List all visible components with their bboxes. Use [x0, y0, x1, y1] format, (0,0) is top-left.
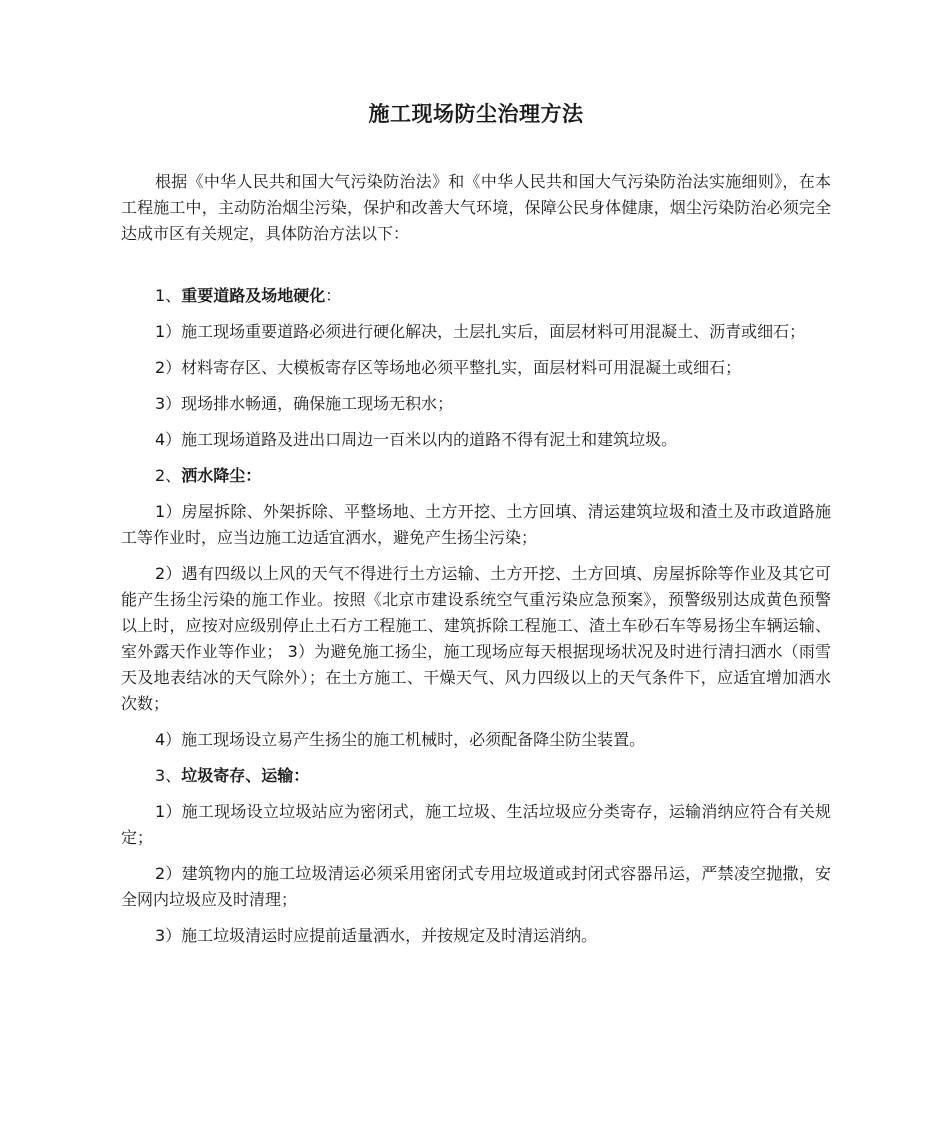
- section-title: 重要道路及场地硬化: [181, 286, 326, 305]
- section-title: 洒水降尘：: [181, 466, 262, 485]
- list-item: 1）施工现场设立垃圾站应为密闭式，施工垃圾、生活垃圾应分类寄存，运输消纳应符合有关规定；: [121, 802, 831, 847]
- list-item: 1）施工现场重要道路必须进行硬化解决，土层扎实后，面层材料可用混凝土、沥青或细石；: [155, 322, 806, 341]
- section-number: 1、: [155, 286, 182, 305]
- section-title: 垃圾寄存、运输：: [181, 766, 310, 785]
- list-item: 3）施工垃圾清运时应提前适量洒水，并按规定及时清运消纳。: [155, 926, 598, 945]
- section-heading-2: [121, 463, 831, 489]
- section-heading-3: [121, 763, 831, 789]
- intro-paragraph: 根据《中华人民共和国大气污染防治法》和《中华人民共和国大气污染防治法实施细则》，在本工程施工中，主动防治烟尘污染，保护和改善大气环境，保障公民身体健康，烟尘污染防治必须完全达成市区有关规定，具体防治方法以下：: [121, 172, 831, 243]
- section-number: 2、: [155, 466, 182, 485]
- list-item: 3）现场排水畅通，确保施工现场无积水；: [155, 394, 454, 413]
- list-item: 2）遇有四级以上风的天气不得进行土方运输、土方开挖、土方回填、房屋拆除等作业及其它可能产生扬尘污染的施工作业。按照《北京市建设系统空气重污染应急预案》，预警级别达成黄色预警以上时，应按对应级别停止土石方工程施工、建筑拆除工程施工、渣土车砂石车等易扬尘车辆运输、室外露天作业等作业； 3）为避免施工扬尘，施工现场应每天根据现场状况及时进行清扫洒水（雨雪天及地表结冰的天气除外）；在土方施工、干燥天气、风力四级以上的天气条件下，应适宜增加洒水次数；: [121, 564, 831, 713]
- list-item: 1）房屋拆除、外架拆除、平整场地、土方开挖、土方回填、清运建筑垃圾和渣土及市政道路施工等作业时，应当边施工边适宜洒水，避免产生扬尘污染；: [121, 502, 831, 547]
- section-number: 3、: [155, 766, 182, 785]
- document-body: [121, 169, 831, 949]
- list-item: 2）材料寄存区、大模板寄存区等场地必须平整扎实，面层材料可用混凝土或细石；: [155, 358, 742, 377]
- list-item: 4）施工现场道路及进出口周边一百米以内的道路不得有泥土和建筑垃圾。: [155, 430, 678, 449]
- document-title: 施工现场防尘治理方法: [368, 102, 584, 126]
- list-item: 2）建筑物内的施工垃圾清运必须采用密闭式专用垃圾道或封闭式容器吊运，严禁凌空抛撒，安全网内垃圾应及时清理；: [121, 864, 831, 909]
- section-suffix: ：: [325, 286, 342, 305]
- section-heading-1: [121, 283, 831, 309]
- list-item: 4）施工现场设立易产生扬尘的施工机械时，必须配备降尘防尘装置。: [155, 730, 646, 749]
- paragraph-spacer: [121, 247, 831, 283]
